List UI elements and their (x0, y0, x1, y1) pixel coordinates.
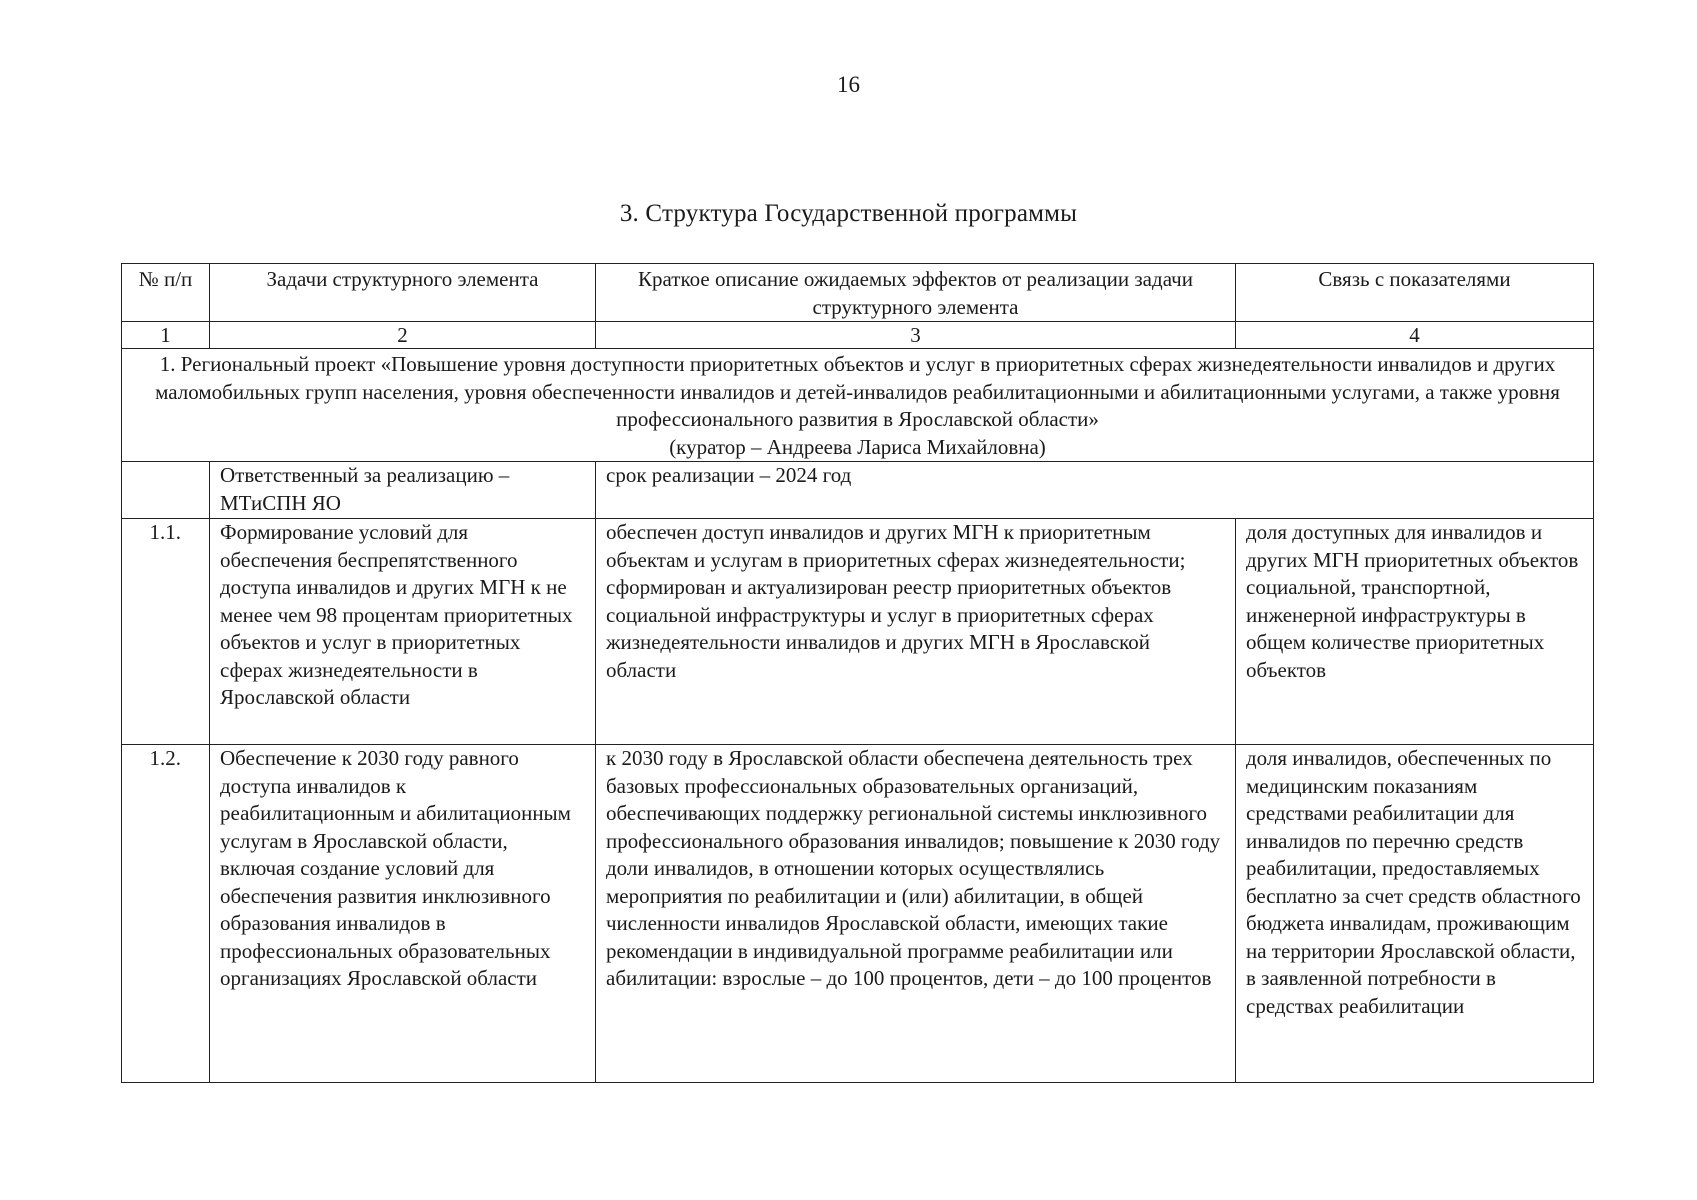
indicator-cell: доля инвалидов, обеспеченных по медицинским показаниям средствами реабилитации для инвалидов по перечню средств реабилитации, предоставляемых бесплатно за счет средств областного бюджета инвалидам, проживающим на территории Ярославской области, в заявленной потребности в средствах реабилитации (1236, 745, 1594, 1083)
column-number: 2 (210, 322, 596, 349)
row-number: 1.1. (122, 519, 210, 745)
section-title: 3. Структура Государственной программы (619, 200, 1078, 227)
column-number: 3 (596, 322, 1236, 349)
project-row (122, 349, 1594, 462)
page-number: 16 (837, 72, 860, 97)
project-cell (122, 349, 1594, 462)
effect-cell: обеспечен доступ инвалидов и других МГН к приоритетным объектам и услугам в приоритетных сферах жизнедеятельности; сформирован и актуализирован реестр приоритетных объектов социальной инфраструктуры и услуг в приоритетных сферах жизнедеятельности инвалидов и других МГН в Ярославской области (596, 519, 1236, 745)
table-header-row (122, 264, 1594, 322)
indicator-cell: доля доступных для инвалидов и других МГН приоритетных объектов социальной, транспортной, инженерной инфраструктуры в общем количестве приоритетных объектов (1236, 519, 1594, 745)
column-numbers-row (122, 322, 1594, 349)
column-number: 1 (122, 322, 210, 349)
header-effect: Краткое описание ожидаемых эффектов от реализации задачи структурного элемента (596, 264, 1236, 322)
header-number: № п/п (122, 264, 210, 322)
structure-table (121, 263, 1594, 1083)
empty-cell (122, 462, 210, 519)
table-row (122, 519, 1594, 745)
effect-cell: к 2030 году в Ярославской области обеспечена деятельность трех базовых профессиональных образовательных организаций, обеспечивающих поддержку региональной системы инклюзивного профессионального образования инвалидов; повышение к 2030 году доли инвалидов, в отношении которых осуществлялись мероприятия по реабилитации и (или) абилитации, в общей численности инвалидов Ярославской области, имеющих такие рекомендации в индивидуальной программе реабилитации или абилитации: взрослые – до 100 процентов, дети – до 100 процентов (596, 745, 1236, 1083)
task-cell: Обеспечение к 2030 году равного доступа инвалидов к реабилитационным и абилитационным услугам в Ярославской области, включая создание условий для обеспечения развития инклюзивного образования инвалидов в профессиональных образовательных организациях Ярославской области (210, 745, 596, 1083)
project-curator: (куратор – Андреева Лариса Михайловна) (669, 434, 1046, 459)
term-cell: срок реализации – 2024 год (596, 462, 1594, 519)
header-indicator: Связь с показателями (1236, 264, 1594, 322)
header-task: Задачи структурного элемента (210, 264, 596, 322)
row-number: 1.2. (122, 745, 210, 1083)
responsible-row (122, 462, 1594, 519)
project-title: 1. Региональный проект «Повышение уровня доступности приоритетных объектов и услуг в приоритетных сферах жизнедеятельности инвалидов и других маломобильных групп населения, уровня обеспеченности инвалидов и детей-инвалидов реабилитационными и абилитационными услугами, а также уровня профессионального развития в Ярославской области» (155, 352, 1560, 431)
responsible-cell: Ответственный за реализацию – МТиСПН ЯО (210, 462, 596, 519)
task-cell: Формирование условий для обеспечения беспрепятственного доступа инвалидов и других МГН к не менее чем 98 процентам приоритетных объектов и услуг в приоритетных сферах жизнедеятельности в Ярославской области (210, 519, 596, 745)
table-row (122, 745, 1594, 1083)
column-number: 4 (1236, 322, 1594, 349)
